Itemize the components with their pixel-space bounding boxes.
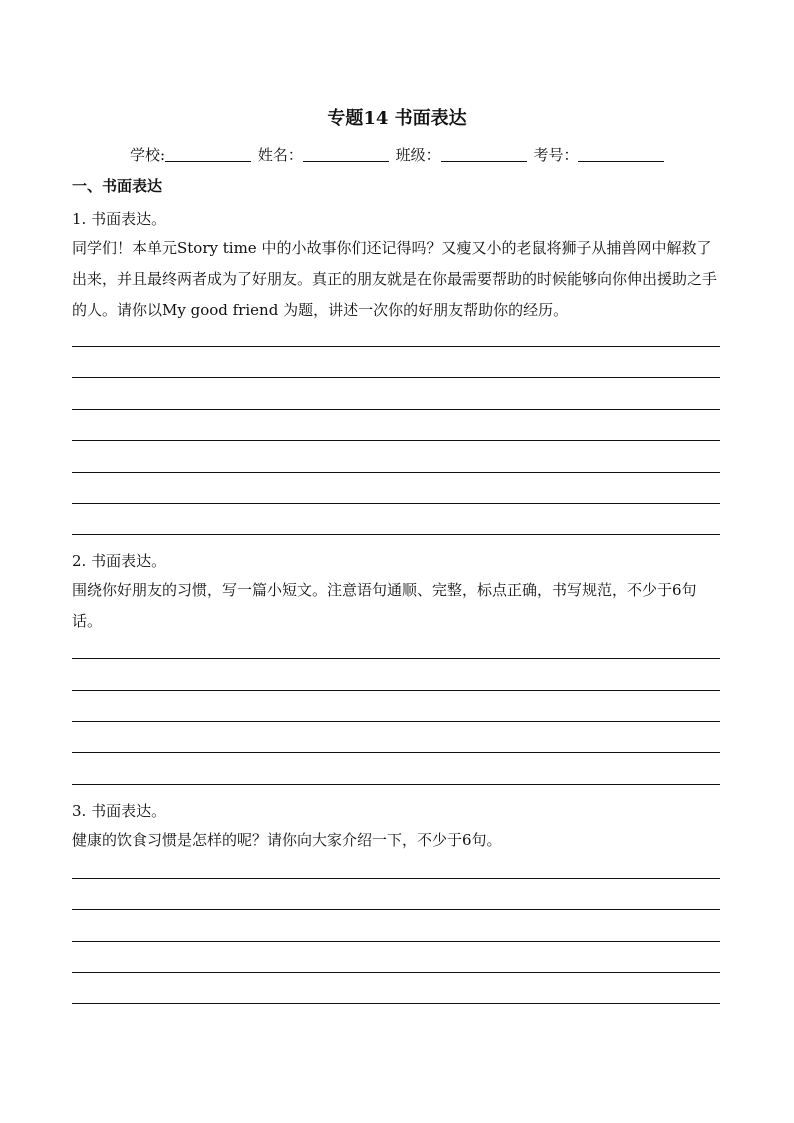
class-label: 班级： <box>395 146 441 164</box>
page-title: 专题14 书面表达 <box>327 108 467 129</box>
question-2-body <box>72 575 724 637</box>
school-blank[interactable] <box>165 147 251 162</box>
answer-line <box>72 377 720 378</box>
answer-line <box>72 941 720 942</box>
name-blank[interactable] <box>303 147 389 162</box>
question-1-body <box>72 233 724 326</box>
student-info-row <box>130 144 666 165</box>
answer-line <box>72 972 720 973</box>
answer-line <box>72 346 720 347</box>
answer-line <box>72 752 720 753</box>
answer-line <box>72 503 720 504</box>
answer-line <box>72 721 720 722</box>
answer-line <box>72 658 720 659</box>
answer-line <box>72 472 720 473</box>
name-label: 姓名： <box>257 146 303 164</box>
question-2-title: 2. 书面表达。 <box>72 552 167 570</box>
number-blank[interactable] <box>578 147 664 162</box>
question-2-text: 围绕你好朋友的习惯，写一篇小短文。注意语句通顺、完整，标点正确，书写规范，不少于6句话。 <box>72 581 697 630</box>
answer-line <box>72 878 720 879</box>
section-heading: 一、书面表达 <box>72 177 163 195</box>
answer-line <box>72 409 720 410</box>
question-1-text: 同学们！本单元Story time 中的小故事你们还记得吗？又瘦又小的老鼠将狮子从捕兽网中解救了出来，并且最终两者成为了好朋友。真正的朋友就是在你最需要帮助的时候能够向你伸出援助之手的人。请你以My good friend 为题，讲述一次你的好朋友帮助你的经历。 <box>72 239 718 319</box>
question-1-title: 1. 书面表达。 <box>72 210 167 228</box>
answer-line <box>72 1003 720 1004</box>
answer-line <box>72 690 720 691</box>
number-label: 考号： <box>533 146 579 164</box>
answer-line <box>72 534 720 535</box>
question-3-text: 健康的饮食习惯是怎样的呢？请你向大家介绍一下，不少于6句。 <box>72 831 502 849</box>
class-blank[interactable] <box>441 147 527 162</box>
answer-line <box>72 909 720 910</box>
answer-line <box>72 440 720 441</box>
question-3-body <box>72 825 724 856</box>
question-3-title: 3. 书面表达。 <box>72 802 167 820</box>
answer-line <box>72 784 720 785</box>
school-label: 学校: <box>130 146 166 164</box>
